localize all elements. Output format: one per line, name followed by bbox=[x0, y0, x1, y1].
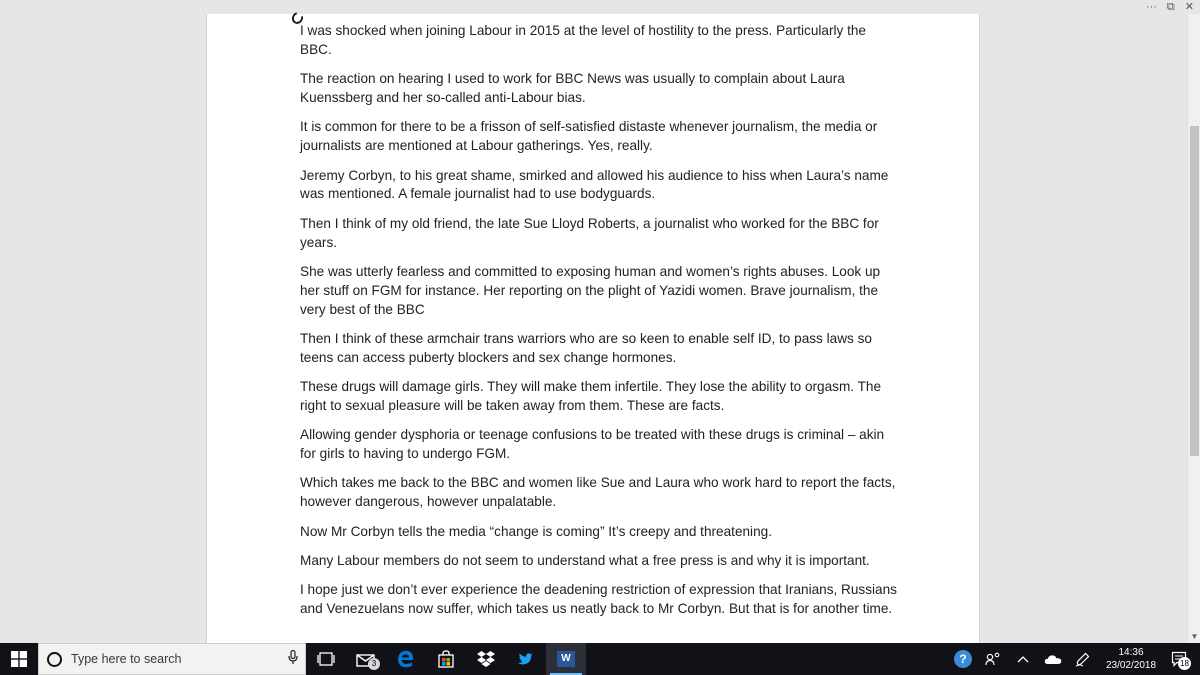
chevron-up-icon bbox=[1017, 655, 1029, 663]
action-center-button[interactable] bbox=[1164, 643, 1194, 675]
paragraph: Then I think of my old friend, the late Sue Lloyd Roberts, a journalist who worked for the BBC for years. bbox=[300, 215, 879, 250]
document-page[interactable] bbox=[206, 14, 980, 643]
paragraph: I was shocked when joining Labour in 2015 at the level of hostility to the press. Particularly the BBC. bbox=[300, 23, 866, 57]
paragraph: The reaction on hearing I used to work for BBC News was usually to complain about Laura Kuenssberg and her so-called anti-Labour bias. bbox=[300, 71, 845, 105]
taskbar-search-box[interactable] bbox=[38, 643, 306, 675]
mail-unread-badge: 3 bbox=[368, 658, 380, 670]
close-window-icon[interactable]: ✕ bbox=[1184, 1, 1194, 13]
cortana-icon bbox=[47, 652, 62, 667]
word-app-button[interactable] bbox=[546, 643, 586, 675]
store-bag-icon bbox=[437, 650, 455, 668]
clock-date: 23/02/2018 bbox=[1105, 660, 1157, 671]
windows-logo-icon bbox=[11, 651, 27, 667]
search-placeholder: Type here to search bbox=[71, 652, 182, 666]
onedrive-tray-button[interactable] bbox=[1038, 643, 1068, 675]
dropbox-app-button[interactable] bbox=[466, 643, 506, 675]
notification-count-badge: 18 bbox=[1178, 657, 1191, 670]
task-view-button[interactable] bbox=[306, 643, 346, 675]
edge-browser-button[interactable] bbox=[386, 643, 426, 675]
taskbar bbox=[0, 643, 1200, 675]
scroll-down-arrow-icon[interactable]: ▼ bbox=[1190, 632, 1199, 641]
people-icon bbox=[985, 652, 1001, 666]
document-body[interactable] bbox=[300, 22, 900, 630]
paragraph: These drugs will damage girls. They will make them infertile. They lose the ability to orgasm. The right to sexual pleasure will be taken away from them. These are facts. bbox=[300, 379, 882, 413]
clock-time: 14:36 bbox=[1118, 647, 1144, 658]
paragraph: Now Mr Corbyn tells the media “change is coming” It’s creepy and threatening. bbox=[300, 523, 772, 539]
pen-workspace-icon bbox=[1075, 651, 1091, 667]
vertical-scrollbar[interactable] bbox=[1187, 14, 1200, 643]
pen-tray-button[interactable] bbox=[1068, 643, 1098, 675]
show-hidden-icons-button[interactable] bbox=[1008, 643, 1038, 675]
paragraph: It is common for there to be a frisson of self-satisfied distaste whenever journalism, the media or journalists are mentioned at Labour gatherings. Yes, really. bbox=[300, 119, 878, 154]
paragraph: I hope just we don’t ever experience the deadening restriction of expression that Iranians, Russians and Venezuelans now suffer, which takes us neatly back to Mr Corbyn. But that is for another time. bbox=[300, 582, 897, 617]
more-options-icon[interactable]: ··· bbox=[1145, 1, 1157, 13]
help-tray-button[interactable] bbox=[948, 643, 978, 675]
task-view-icon bbox=[317, 652, 335, 666]
people-tray-button[interactable] bbox=[978, 643, 1008, 675]
start-button[interactable] bbox=[0, 643, 38, 675]
paragraph: Then I think of these armchair trans warriors who are so keen to enable self ID, to pass laws so teens can access puberty blockers and sex change hormones. bbox=[300, 330, 872, 365]
paragraph: Which takes me back to the BBC and women like Sue and Laura who work hard to report the facts, however dangerous, however unpalatable. bbox=[300, 475, 896, 510]
scrollbar-thumb[interactable] bbox=[1190, 126, 1199, 456]
taskbar-clock[interactable] bbox=[1098, 646, 1164, 672]
window-controls bbox=[1146, 0, 1194, 14]
word-icon: W bbox=[557, 651, 575, 667]
edge-icon bbox=[397, 650, 415, 668]
twitter-bird-icon bbox=[516, 651, 536, 667]
paragraph: Jeremy Corbyn, to his great shame, smirked and allowed his audience to hiss when Laura’s name was mentioned. A female journalist had to use bodyguards. bbox=[300, 167, 889, 202]
restore-window-icon[interactable]: ⧉ bbox=[1166, 1, 1175, 13]
twitter-app-button[interactable] bbox=[506, 643, 546, 675]
help-question-icon: ? bbox=[954, 650, 972, 668]
onedrive-cloud-icon bbox=[1044, 653, 1062, 665]
paragraph: She was utterly fearless and committed to exposing human and women’s rights abuses. Look up her stuff on FGM for instance. Her reporting on the plight of Yazidi women. Brave journalism, the very best of the BBC bbox=[300, 263, 881, 317]
microphone-icon[interactable] bbox=[281, 650, 305, 668]
paragraph: Allowing gender dysphoria or teenage confusions to be treated with these drugs is criminal – akin for girls to having to undergo FGM. bbox=[300, 427, 885, 462]
system-tray bbox=[948, 643, 1200, 675]
paragraph: Many Labour members do not seem to understand what a free press is and why it is important. bbox=[300, 553, 870, 569]
store-app-button[interactable] bbox=[426, 643, 466, 675]
mail-app-button[interactable] bbox=[346, 643, 386, 675]
dropbox-icon bbox=[476, 650, 496, 668]
